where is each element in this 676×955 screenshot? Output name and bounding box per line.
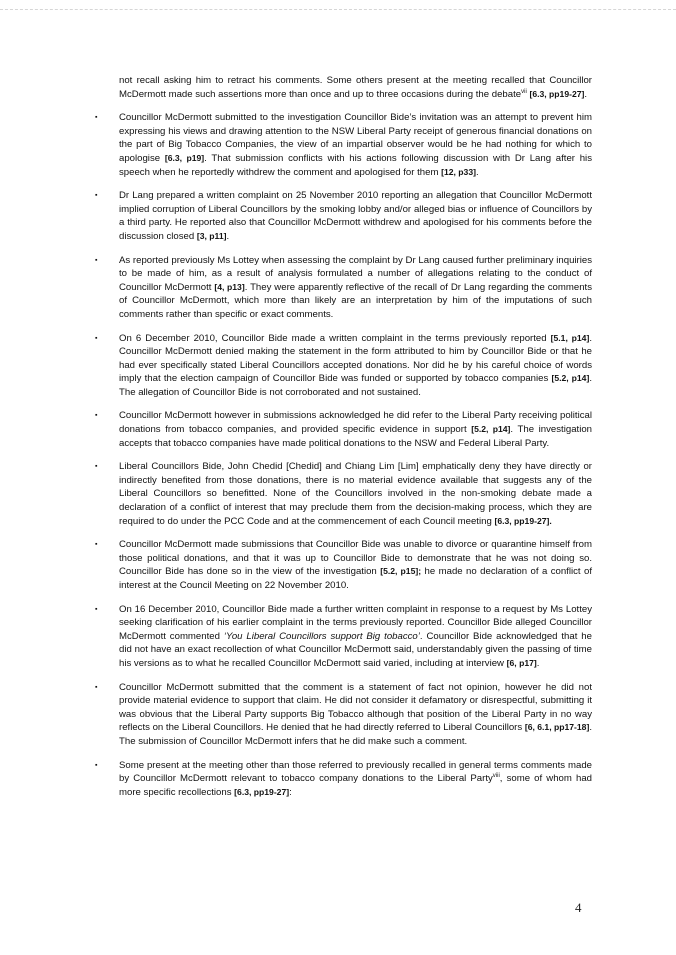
list-item: ▪ Some present at the meeting other than those referred to previously recalled in general terms comments made by Councillor McDermott relevant to tobacco company donations to the Liberal Party$^{viii}$, some of whom had more specific recollections [6.3, pp19-27]: xyxy=(95,759,592,798)
page-number: 4 xyxy=(575,900,582,915)
list-item: ▪ Councillor McDermott submitted to the investigation Councillor Bide’s invitation was an attempt to prevent him expressing his views and drawing attention to the NSW Liberal Party receipt of generous financial donations on the part of Big Tobacco Companies, the view of an impartial observer would be he had nothing for which to apologise [6.3, p19]. That submission conflicts with his actions following discussion with Dr Lang after his speech when he reportedly withdrew the comment and apologised for them [12, p33]. xyxy=(95,112,592,178)
bullet-icon: ▪ xyxy=(95,412,98,420)
reference-citation: [6.3, p19] xyxy=(164,152,205,163)
list-item: ▪ As reported previously Ms Lottey when assessing the complaint by Dr Lang caused further preliminary inquiries to be made of him, as a result of analysis formulated a number of allegations relating to the conduct of Councillor McDermott [4, p13]. They were apparently reflective of the recall of Dr Lang regarding the comments of Councillor McDermott, which more than likely are an interpretation by him of the imputations of such comments rather than specific or exact comments. xyxy=(95,254,592,320)
list-item: ▪ Councillor McDermott however in submissions acknowledged he did refer to the Liberal Party receiving political donations from tobacco companies, and provided specific evidence in support [5.2, p14]. The investigation accepts that tobacco companies have made political donations to the NSW and Federal Liberal Party. xyxy=(95,410,592,449)
reference-citation: [5.2, p14] xyxy=(551,373,590,384)
quoted-comment: ‘You Liberal Councillors support Big tobacco’ xyxy=(223,630,420,642)
endnote-marker: viii xyxy=(492,772,500,779)
bullet-icon: ▪ xyxy=(95,605,98,613)
bullet-icon: ▪ xyxy=(95,192,98,200)
top-page-border xyxy=(0,9,676,10)
continuation-paragraph: not recall asking him to retract his comments. Some others present at the meeting recalled that Councillor McDermott made such assertions more than once and up to three occasions during the debate$^{vii}$ [6.3, pp19-27]. xyxy=(119,75,592,100)
reference-citation: [3, p11] xyxy=(196,230,227,241)
list-item: ▪ Liberal Councillors Bide, John Chedid [Chedid] and Chiang Lim [Lim] emphatically deny they have directly or indirectly benefited from those donations, there is no material evidence available that suggests any of the Liberal Councillors so benefitted. None of the Councillors involved in the non-smoking debate made a declaration of a conflict of interest that may preclude them from the decision-making process, which they are required to do under the PCC Code and at the commencement of each Council meeting [6.3, pp19-27]. xyxy=(95,461,592,527)
bullet-icon: ▪ xyxy=(95,541,98,549)
reference-citation: [6, p17] xyxy=(506,657,537,668)
bullet-icon: ▪ xyxy=(95,334,98,342)
list-item: ▪ Councillor McDermott submitted that the comment is a statement of fact not opinion, however he did not provide material evidence to support that claim. He did not consider it defamatory or disrespectful, submitting it was obvious that the Liberal Party supports Big Tobacco although that position of the Liberal Party in no way reflects on the Liberal Councillors. He denied that he had directly referred to Liberal Councillors [6, 6.1, pp17-18]. The submission of Councillor McDermott infers that he did make such a comment. xyxy=(95,681,592,747)
reference-citation: [12, p33] xyxy=(441,166,476,177)
reference-citation: [5.1, p14] xyxy=(550,332,590,343)
bullet-icon: ▪ xyxy=(95,463,98,471)
bullet-icon: ▪ xyxy=(95,683,98,691)
list-item: ▪ On 6 December 2010, Councillor Bide made a written complaint in the terms previously reported [5.1, p14]. Councillor McDermott denied making the statement in the form attributed to him by Councillor Bide or that he had ever specifically stated Liberal Councillors accepted donations. Nor did he by his careful choice of words imply that the election campaign of Councillor Bide was funded or supported by tobacco companies [5.2, p14]. The allegation of Councillor Bide is not corroborated and not sustained. xyxy=(95,332,592,398)
reference-citation: [6, 6.1, pp17-18] xyxy=(524,722,590,733)
list-item: ▪ On 16 December 2010, Councillor Bide made a further written complaint in response to a request by Ms Lottey seeking clarification of his earlier complaint in the terms previously reported. Councillor Bide alleged Councillor McDermott commented ‘You Liberal Councillors support Big tobacco’. Councillor Bide acknowledged that he did not have an exact recollection of what Councillor McDermott said, understandably given the passing of time his versions as to what he recalled Councillor McDermott said varied, including at interview [6, p17]. xyxy=(95,603,592,669)
endnote-marker: vii xyxy=(521,88,527,95)
reference-citation: [5.2, p15]; xyxy=(380,566,422,577)
bullet-icon: ▪ xyxy=(95,761,98,769)
reference-citation: [6.3, pp19-27] xyxy=(234,786,290,797)
reference-citation: [6.3, pp19-27] xyxy=(529,88,585,99)
bullet-icon: ▪ xyxy=(95,114,98,122)
reference-citation: [4, p13] xyxy=(214,281,245,292)
list-item: ▪ Councillor McDermott made submissions that Councillor Bide was unable to divorce or quarantine himself from those political donations, and that it was up to Councillor Bide to demonstrate that he was not doing so. Councillor Bide has done so in the view of the investigation [5.2, p15]; he made no declaration of a conflict of interest at the Council Meeting on 22 November 2010. xyxy=(95,539,593,591)
bullet-icon: ▪ xyxy=(95,256,98,264)
document-body xyxy=(92,74,592,809)
reference-citation: [5.2, p14] xyxy=(471,424,511,435)
reference-citation: [6.3, pp19-27]. xyxy=(494,515,552,526)
list-item: ▪ Dr Lang prepared a written complaint on 25 November 2010 reporting an allegation that Councillor McDermott implied corruption of Liberal Councillors by the smoking lobby and/or alleged bias or influence of Councillors by a third party. He reported also that Councillor McDermott withdrew and apologised for his comments before the discussion closed [3, p11]. xyxy=(95,190,592,242)
